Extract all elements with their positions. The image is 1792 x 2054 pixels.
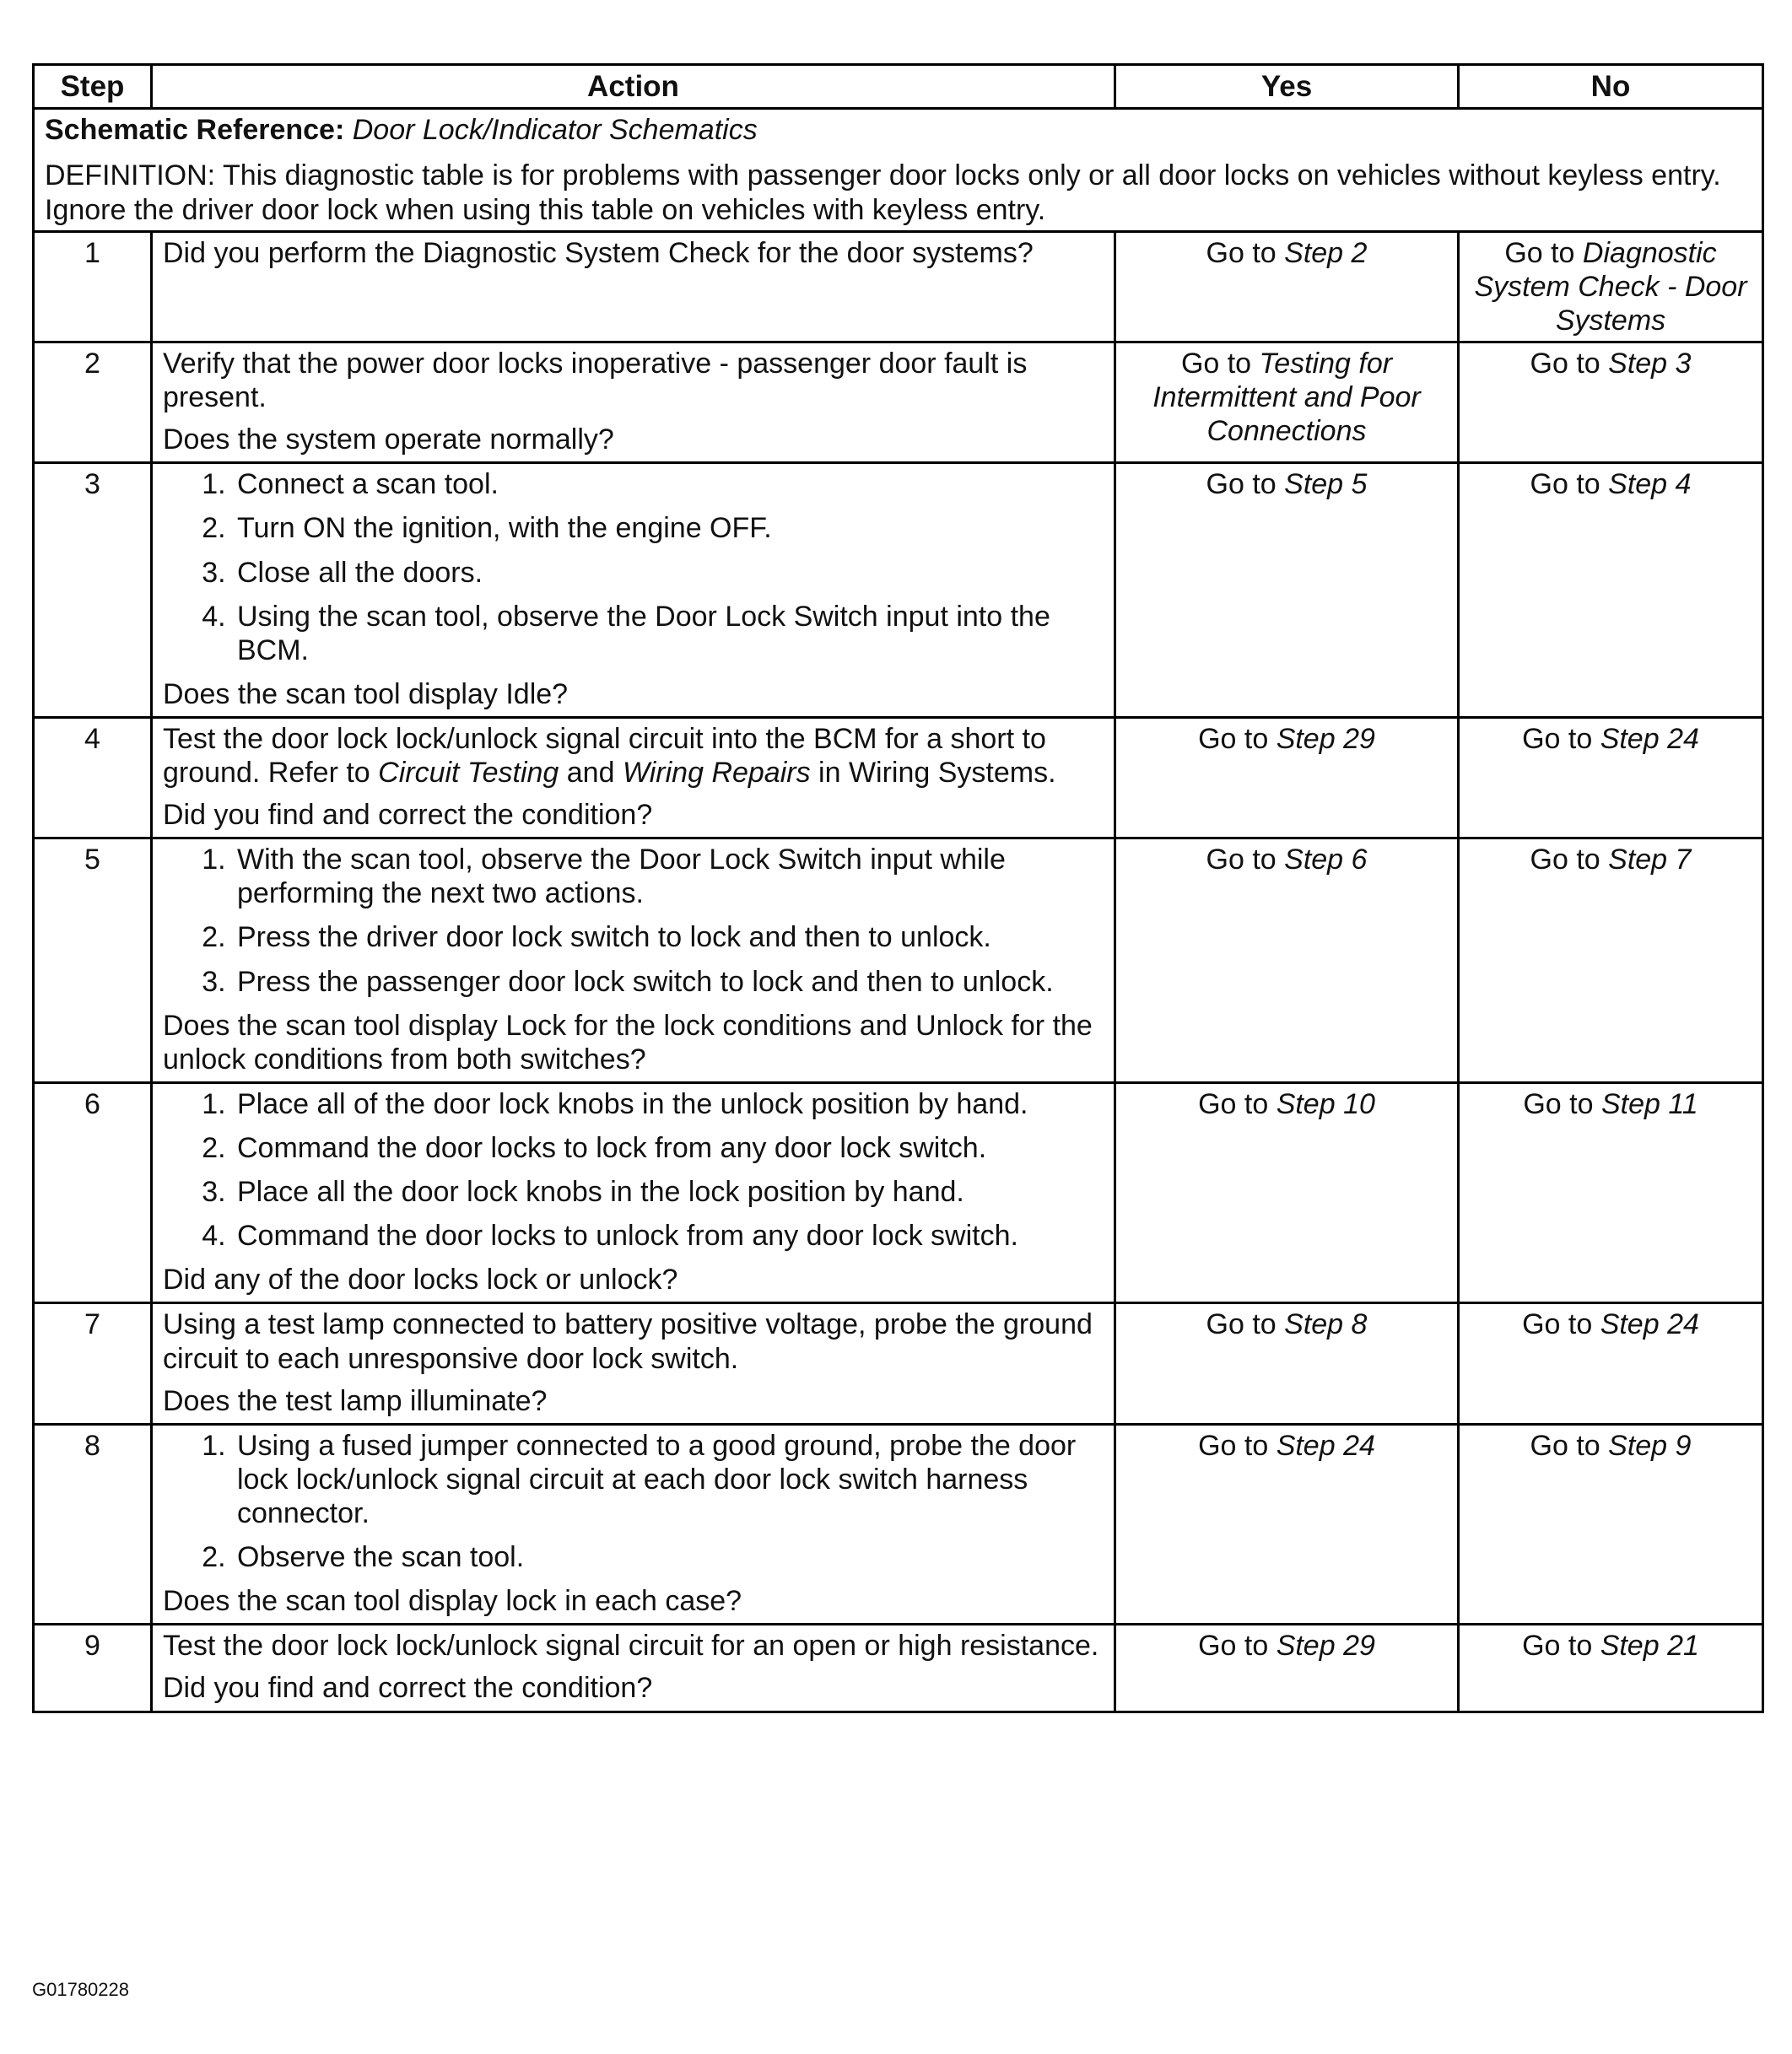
action-step-item: 1. With the scan tool, observe the Door Lock Switch input while performing the next two actions. [234,843,1104,910]
action-paragraph: Did you find and correct the condition? [163,1672,653,1705]
step-number: 6 [34,1082,152,1303]
schematic-cell [34,109,1763,231]
header-action: Action [152,65,1115,109]
step-row [34,342,1763,462]
step-number: 9 [34,1625,152,1712]
action-text: and [559,757,623,790]
action-cell [152,342,1115,462]
no-prefix: Go to [1522,722,1600,755]
no-cell [1459,231,1763,342]
definition-text: DEFINITION: This diagnostic table is for problems with passenger door locks only or all door locks on vehicles without keyless entry. Ignore the driver door lock when using this table on vehicles with keyless entry. [45,159,1721,226]
action-question: Does the scan tool display Lock for the lock conditions and Unlock for the unlock conditions from both switches? [163,1009,1093,1076]
no-cell [1459,1424,1763,1625]
no-prefix: Go to [1504,236,1583,269]
step-row [34,1625,1763,1712]
action-paragraph [163,722,1104,790]
action-step-item: 1. Using a fused jumper connected to a good ground, probe the door lock lock/unlock signal circuit at each door lock switch harness connector. [234,1429,1104,1530]
no-cell [1459,838,1763,1083]
action-cell [152,1303,1115,1424]
figure-id: G01780228 [32,1979,129,2000]
yes-prefix: Go to [1198,1087,1277,1120]
step-number: 1 [34,231,152,342]
yes-cell [1115,342,1459,462]
yes-prefix: Go to [1206,468,1285,501]
no-cell [1459,463,1763,718]
schematic-link[interactable]: Door Lock/Indicator Schematics [352,114,758,147]
step-row [34,231,1763,342]
no-link[interactable]: Diagnostic System Check - Door Systems [1474,236,1747,337]
no-prefix: Go to [1522,1630,1600,1663]
no-link[interactable]: Step 24 [1600,1308,1699,1341]
action-question: Does the scan tool display Idle? [163,677,569,710]
no-cell [1459,1303,1763,1424]
yes-cell [1115,717,1459,838]
action-cell [152,838,1115,1083]
reference-link[interactable]: Wiring Repairs [622,757,811,790]
no-link[interactable]: Step 11 [1600,1087,1698,1120]
no-prefix: Go to [1530,468,1609,501]
no-prefix: Go to [1522,1308,1600,1341]
action-step-item: 2. Turn ON the ignition, with the engine OFF. [234,511,1104,545]
action-paragraph: Did you perform the Diagnostic System Check for the door systems? [163,236,1034,269]
header-no: No [1459,65,1763,109]
header-row [34,65,1763,109]
action-paragraph: Does the test lamp illuminate? [163,1384,548,1417]
yes-link[interactable]: Step 8 [1284,1308,1368,1341]
step-number: 5 [34,838,152,1083]
yes-prefix: Go to [1206,236,1285,269]
action-step-item: 2. Observe the scan tool. [234,1540,1104,1574]
step-row [34,838,1763,1083]
action-cell [152,463,1115,718]
yes-prefix: Go to [1206,1308,1285,1341]
yes-prefix: Go to [1180,347,1260,380]
header-step: Step [34,65,152,109]
no-link[interactable]: Step 21 [1600,1630,1699,1663]
yes-link[interactable]: Testing for Intermittent and Poor Connections [1152,347,1421,448]
action-cell [152,1424,1115,1625]
action-step-item: 3. Press the passenger door lock switch to lock and then to unlock. [234,965,1104,999]
yes-link[interactable]: Step 2 [1284,236,1368,269]
action-cell [152,1625,1115,1712]
yes-link[interactable]: Step 5 [1284,468,1368,501]
action-step-item: 3. Close all the doors. [234,556,1104,590]
action-paragraph: Using a test lamp connected to battery positive voltage, probe the ground circuit to each unresponsive door lock switch. [163,1308,1093,1375]
no-link[interactable]: Step 24 [1600,722,1699,755]
action-question: Did any of the door locks lock or unlock? [163,1264,678,1297]
yes-cell [1115,1303,1459,1424]
yes-cell [1115,1625,1459,1712]
header-yes: Yes [1115,65,1459,109]
yes-prefix: Go to [1198,1630,1277,1663]
action-step-item: 4. Command the door locks to unlock from any door lock switch. [234,1219,1104,1253]
schematic-row [34,109,1763,231]
yes-link[interactable]: Step 29 [1276,1630,1375,1663]
action-steps-list [163,843,1104,998]
yes-cell [1115,231,1459,342]
action-paragraph: Does the system operate normally? [163,423,614,456]
no-prefix: Go to [1530,1429,1609,1462]
action-cell [152,1082,1115,1303]
action-step-item: 2. Press the driver door lock switch to lock and then to unlock. [234,920,1104,954]
yes-link[interactable]: Step 6 [1284,844,1368,876]
yes-cell [1115,1082,1459,1303]
no-cell [1459,1625,1763,1712]
action-steps-list [163,1429,1104,1574]
yes-cell [1115,838,1459,1083]
action-paragraph: Test the door lock lock/unlock signal circuit for an open or high resistance. [163,1630,1099,1663]
action-text: Test the door lock lock/unlock signal circuit into the BCM for a short to ground. Refer to [163,722,1046,790]
action-step-item: 1. Connect a scan tool. [234,467,1104,501]
step-row [34,1424,1763,1625]
action-cell [152,231,1115,342]
diagnostic-table-page [32,63,1762,1713]
yes-cell [1115,463,1459,718]
no-link[interactable]: Step 7 [1608,844,1692,876]
schematic-reference [45,113,1752,147]
action-cell [152,717,1115,838]
no-link[interactable]: Step 3 [1608,347,1692,380]
no-link[interactable]: Step 9 [1608,1429,1692,1462]
step-row [34,1082,1763,1303]
action-step-item: 4. Using the scan tool, observe the Door Lock Switch input into the BCM. [234,600,1104,667]
action-step-item: 1. Place all of the door lock knobs in the unlock position by hand. [234,1087,1104,1121]
action-steps-list [163,1087,1104,1253]
no-cell [1459,717,1763,838]
action-text: in Wiring Systems. [810,757,1056,790]
no-prefix: Go to [1530,347,1609,380]
action-step-item: 3. Place all the door lock knobs in the lock position by hand. [234,1175,1104,1209]
step-row [34,717,1763,838]
yes-prefix: Go to [1198,1429,1277,1462]
no-cell [1459,1082,1763,1303]
action-steps-list [163,467,1104,667]
no-prefix: Go to [1523,1087,1601,1120]
action-question: Does the scan tool display lock in each case? [163,1585,742,1618]
step-number: 8 [34,1424,152,1625]
action-paragraph: Verify that the power door locks inoperative - passenger door fault is present. [163,347,1028,414]
no-prefix: Go to [1530,844,1609,876]
action-question: Did you find and correct the condition? [163,799,653,832]
reference-link[interactable]: Circuit Testing [378,757,559,790]
step-number: 4 [34,717,152,838]
yes-link[interactable]: Step 29 [1276,722,1375,755]
yes-link[interactable]: Step 10 [1276,1087,1375,1120]
step-number: 2 [34,342,152,462]
action-step-item: 2. Command the door locks to lock from any door lock switch. [234,1131,1104,1165]
step-number: 3 [34,463,152,718]
no-link[interactable]: Step 4 [1608,468,1692,501]
no-cell [1459,342,1763,462]
step-number: 7 [34,1303,152,1424]
yes-prefix: Go to [1198,722,1277,755]
schematic-label: Schematic Reference: [45,114,345,147]
step-row [34,463,1763,718]
yes-prefix: Go to [1206,844,1285,876]
step-row [34,1303,1763,1424]
yes-link[interactable]: Step 24 [1276,1429,1375,1462]
yes-cell [1115,1424,1459,1625]
diagnostic-table [32,63,1764,1713]
